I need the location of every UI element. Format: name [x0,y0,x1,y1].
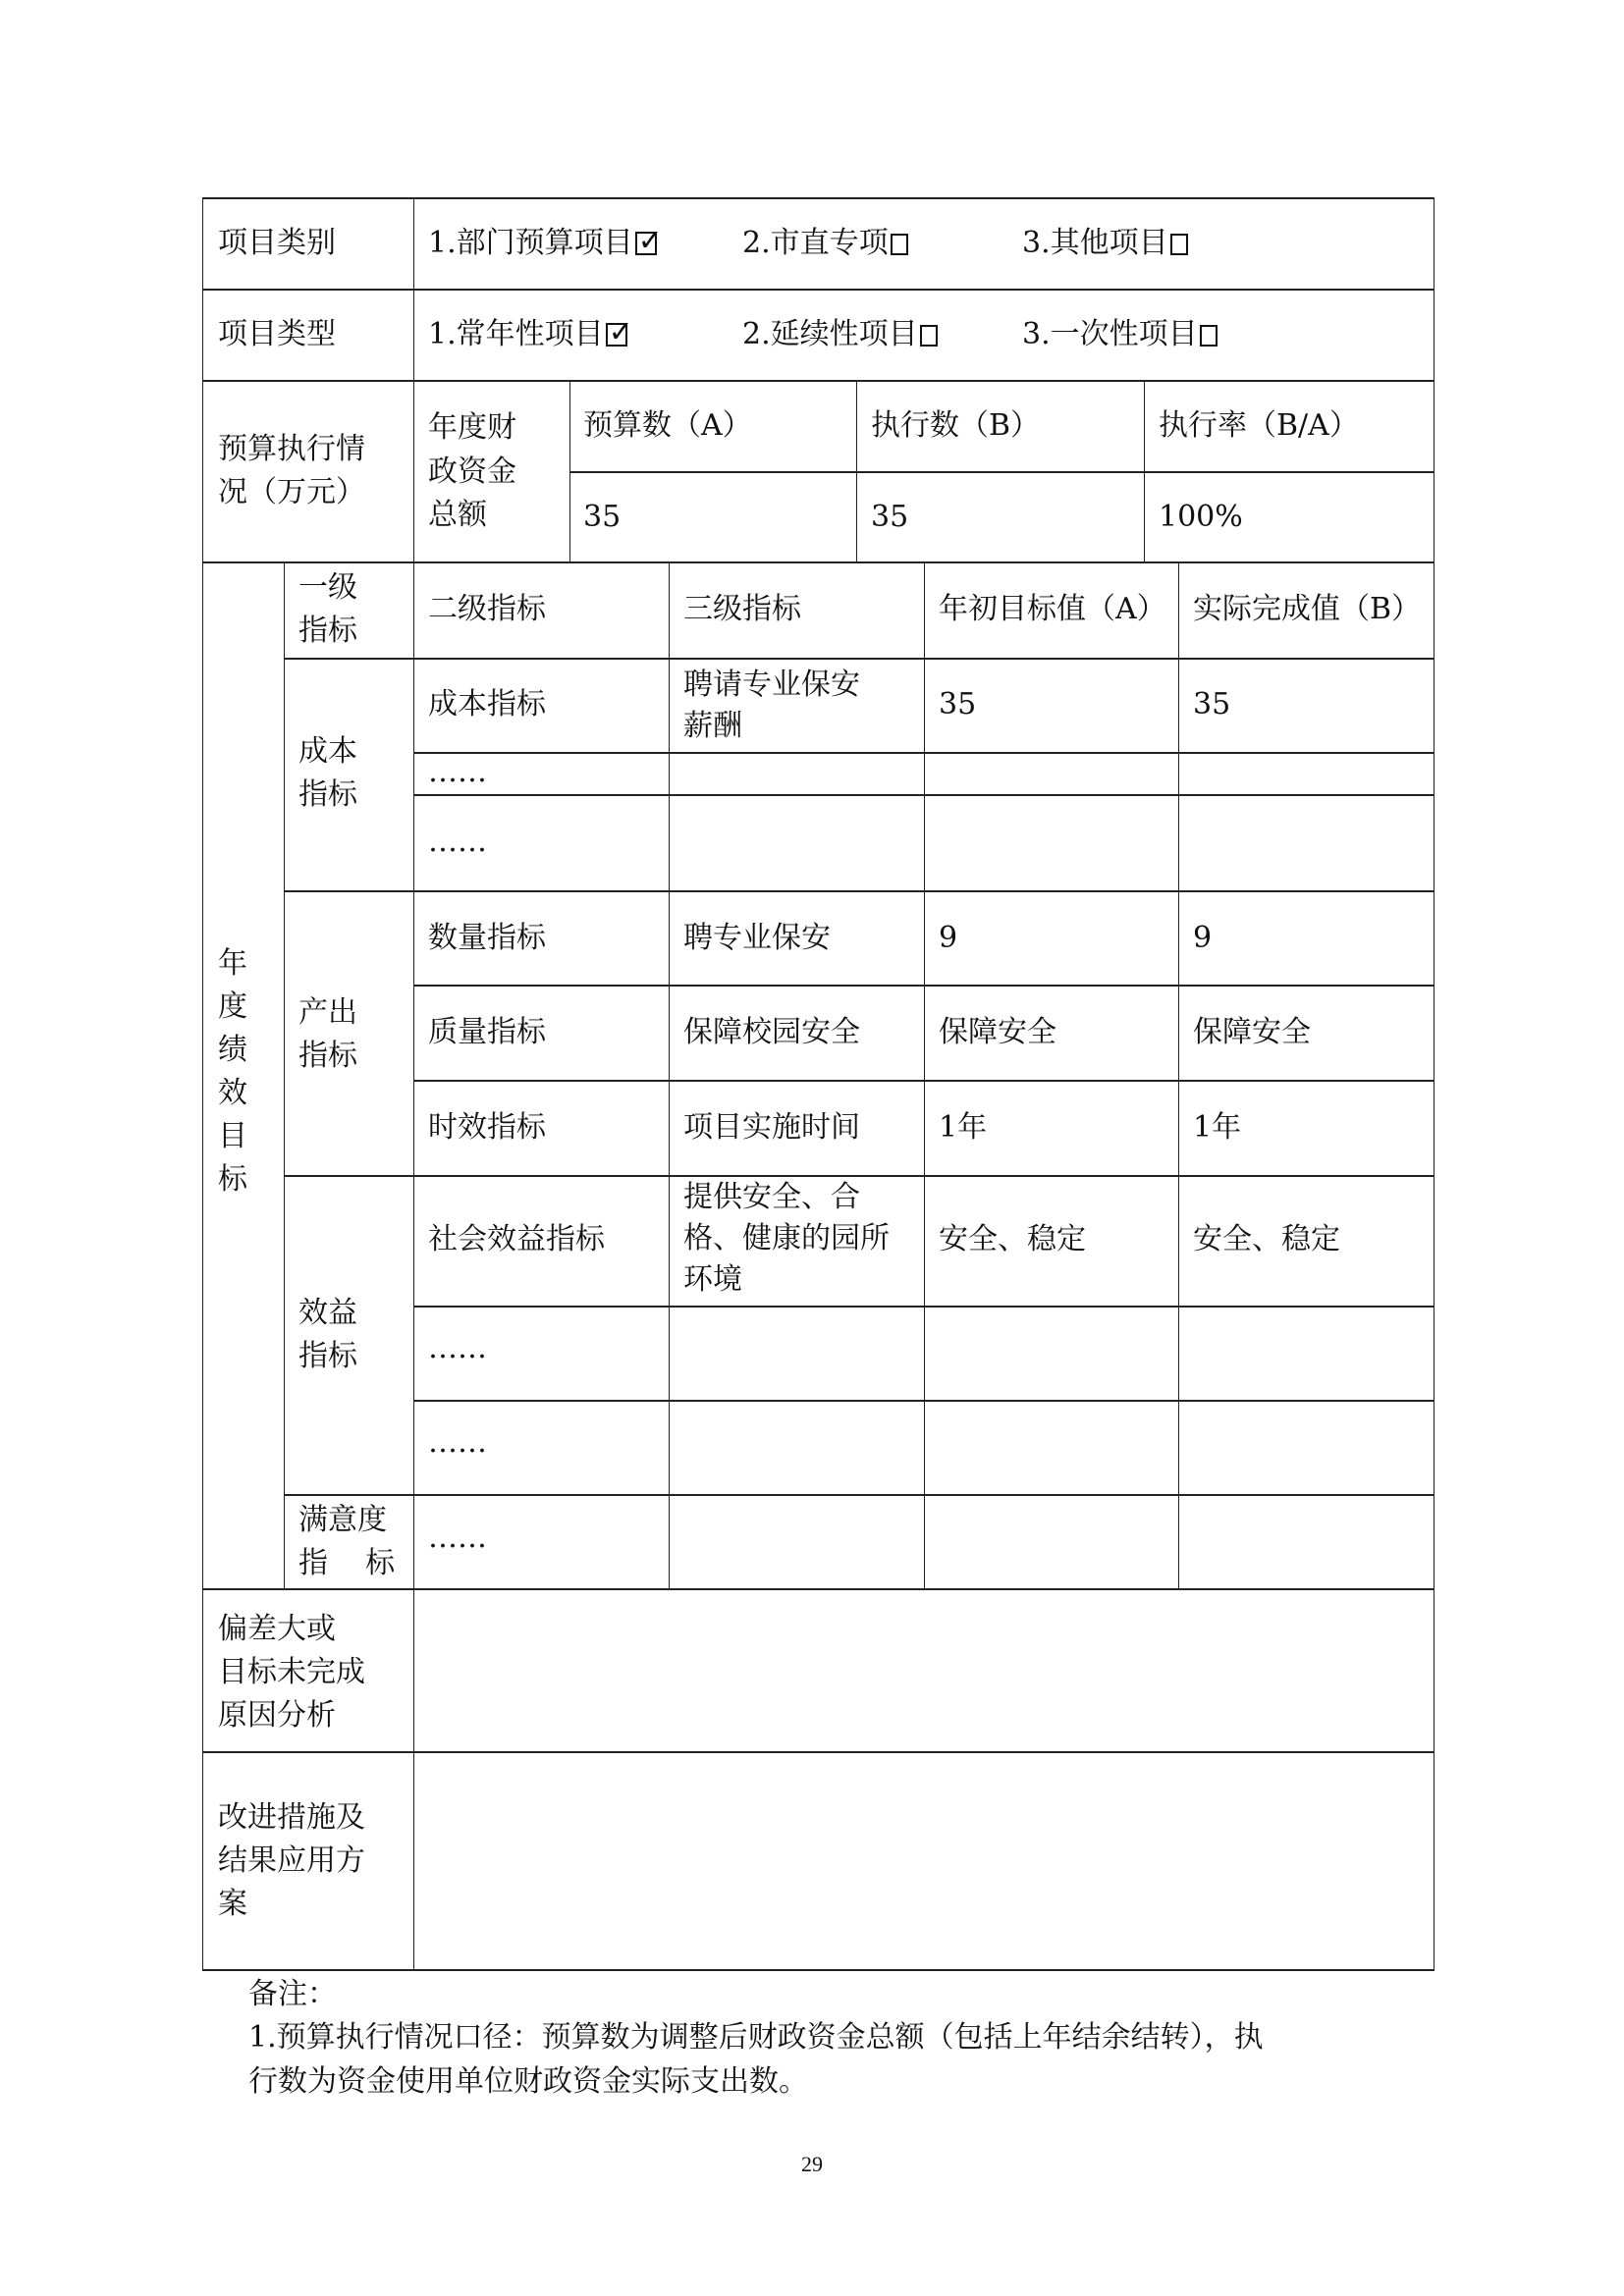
group-cost-label-line2: 指标 [298,777,357,812]
section-char: 效 [218,1076,247,1110]
col-divider [413,197,414,1970]
cell-target: 9 [939,921,958,955]
cell-target: 安全、稳定 [939,1222,1086,1256]
group-benefit-label-line1: 效益 [298,1296,357,1330]
header-level1-line1: 一级 [298,570,357,605]
group-satisfaction-label-line2: 指 标 [298,1546,396,1580]
cell-target: 1年 [939,1110,988,1145]
fund-label-line2: 政资金 [428,454,516,489]
checkbox-checked-icon[interactable] [635,232,657,255]
checkbox-unchecked-icon[interactable] [1200,325,1218,347]
project-category-option-2[interactable] [742,222,908,265]
col-divider [1144,381,1145,562]
budget-label-line1: 预算执行情 [218,432,365,466]
row-divider [202,380,1435,382]
cell-target: 保障安全 [939,1015,1056,1049]
row-divider [202,289,1435,291]
table-border-left [202,197,203,1970]
project-type-label: 项目类型 [218,317,336,351]
col-divider [1178,562,1179,1589]
cell-level2: …… [428,1521,487,1555]
project-category-option-3[interactable] [1022,222,1188,265]
option-text: 3.一次性项目 [1022,317,1198,351]
row-divider [284,658,1435,660]
col-divider [284,562,285,1589]
cell-level3: 项目实施时间 [683,1110,860,1145]
checkbox-unchecked-icon[interactable] [920,325,938,347]
budget-header-budgeted: 预算数（A） [583,408,752,443]
group-satisfaction-label-line1: 满意度 [298,1503,387,1537]
project-category-option-1[interactable] [428,222,657,265]
cell-actual: 1年 [1193,1110,1242,1145]
section-char: 年 [218,946,247,981]
table-border-right [1434,197,1435,1970]
row-divider [202,561,1435,563]
notes-line2: 行数为资金使用单位财政资金实际支出数。 [248,2064,808,2099]
cell-actual: 35 [1193,687,1231,721]
budget-header-executed: 执行数（B） [871,408,1041,443]
cell-level3-line2: 格、健康的园所 [683,1221,890,1255]
deviation-label-line3: 原因分析 [218,1698,336,1733]
section-char: 度 [218,989,247,1024]
cell-level3-line2: 薪酬 [683,709,742,743]
row-divider [284,890,1435,892]
cell-level2: 成本指标 [428,687,546,721]
project-type-option-1[interactable] [428,313,627,356]
page-number: 29 [801,2152,823,2176]
cell-level3-line3: 环境 [683,1262,742,1297]
option-text: 2.延续性项目 [742,317,918,351]
col-divider [924,562,925,1589]
col-divider [569,381,570,562]
section-char: 标 [218,1162,247,1197]
improvement-label-line2: 结果应用方 [218,1843,365,1878]
header-actual: 实际完成值（B） [1193,592,1422,626]
cell-level2: …… [428,755,487,789]
checkbox-unchecked-icon[interactable] [891,234,908,255]
deviation-label-line1: 偏差大或 [218,1612,336,1646]
option-text: 1.常年性项目 [428,317,604,351]
section-char: 目 [218,1119,247,1153]
header-level1-line2: 指标 [298,614,357,648]
budget-value-rate: 100% [1159,500,1243,534]
group-benefit-label-line2: 指标 [298,1339,357,1373]
cell-level3: 保障校园安全 [683,1015,860,1049]
group-output-label-line1: 产出 [298,995,357,1030]
notes-line1: 1.预算执行情况口径：预算数为调整后财政资金总额（包括上年结余结转），执 [248,2020,1264,2055]
cell-level2: …… [428,825,487,859]
notes-title: 备注： [248,1977,337,2011]
checkbox-unchecked-icon[interactable] [1170,234,1188,255]
header-target: 年初目标值（A） [939,592,1166,626]
group-output-label-line2: 指标 [298,1039,357,1073]
cell-actual: 安全、稳定 [1193,1222,1340,1256]
cell-actual: 9 [1193,921,1213,955]
table-border-top [202,197,1435,199]
row-divider [284,1494,1435,1496]
deviation-input[interactable] [415,1590,1433,1750]
group-cost-label-line1: 成本 [298,734,357,769]
checkbox-checked-icon[interactable] [606,323,627,347]
header-level2: 二级指标 [428,592,546,626]
fund-label-line3: 总额 [428,498,487,532]
cell-target: 35 [939,687,977,721]
col-divider [669,562,670,1589]
cell-actual: 保障安全 [1193,1015,1311,1049]
cell-level2: …… [428,1425,487,1460]
col-divider [856,381,857,562]
header-level3: 三级指标 [683,592,801,626]
cell-level2: …… [428,1331,487,1365]
project-category-label: 项目类别 [218,226,336,260]
budget-label-line2: 况（万元） [218,475,365,509]
budget-value-budgeted: 35 [583,500,622,534]
option-text: 1.部门预算项目 [428,226,633,260]
cell-level3: 聘专业保安 [683,921,831,955]
deviation-label-line2: 目标未完成 [218,1655,365,1689]
cell-level2: 时效指标 [428,1110,546,1145]
cell-level3-line1: 提供安全、合 [683,1180,860,1214]
row-divider [569,471,1435,473]
budget-header-rate: 执行率（B/A） [1159,408,1359,443]
cell-level2: 社会效益指标 [428,1222,605,1256]
option-text: 3.其他项目 [1022,226,1168,260]
cell-level3-line1: 聘请专业保安 [683,667,860,702]
cell-level2: 质量指标 [428,1015,546,1049]
improvement-label-line1: 改进措施及 [218,1800,365,1835]
option-text: 2.市直专项 [742,226,889,260]
cell-level2: 数量指标 [428,921,546,955]
improvement-label-line3: 案 [218,1887,247,1921]
improvement-input[interactable] [415,1753,1433,1968]
table-border-bottom [202,1969,1435,1971]
performance-section-label [218,942,257,1201]
project-type-option-2[interactable] [742,313,938,356]
section-char: 绩 [218,1033,247,1067]
budget-value-executed: 35 [871,500,909,534]
project-type-option-3[interactable] [1022,313,1218,356]
fund-label-line1: 年度财 [428,410,516,445]
